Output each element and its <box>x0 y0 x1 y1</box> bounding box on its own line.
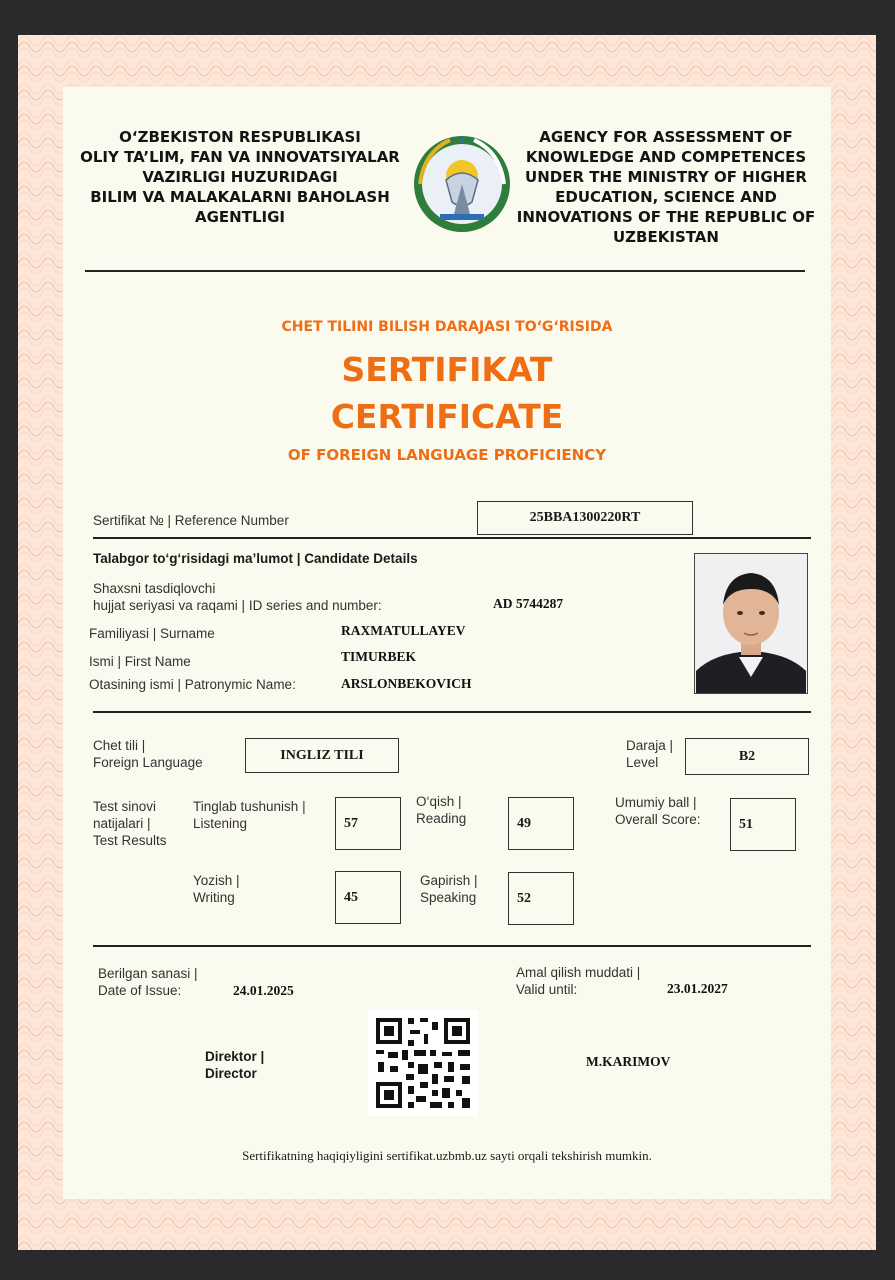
title-en: CERTIFICATE <box>330 397 564 436</box>
language-label: Chet tili | Foreign Language <box>93 738 203 770</box>
director-name: M.KARIMOV <box>586 1054 671 1069</box>
speaking-label: Gapirish | Speaking <box>420 873 478 905</box>
level-value: B2 <box>685 738 809 775</box>
reference-divider <box>93 537 811 539</box>
issue-date-value: 24.01.2025 <box>233 983 294 998</box>
subtitle-uz: CHET TILINI BILISH DARAJASI TO‘G‘RISIDA <box>281 319 613 335</box>
candidate-heading: Talabgor to‘g‘risidagi ma’lumot | Candidate Details <box>93 551 418 566</box>
subtitle-en: OF FOREIGN LANGUAGE PROFICIENCY <box>287 446 607 464</box>
valid-until-value: 23.01.2027 <box>667 981 728 996</box>
valid-until-label: Amal qilish muddati | Valid until: <box>516 965 641 997</box>
firstname-value: TIMURBEK <box>341 649 417 664</box>
candidate-photo <box>694 553 808 694</box>
results-divider <box>93 945 811 947</box>
qr-code-icon[interactable] <box>368 1010 478 1116</box>
candidate-divider <box>93 711 811 713</box>
writing-score: 45 <box>335 871 401 924</box>
id-value: AD 5744287 <box>493 596 564 611</box>
reference-label: Sertifikat № | Reference Number <box>93 513 289 528</box>
title-uz: SERTIFIKAT <box>341 350 553 389</box>
surname-value: RAXMATULLAYEV <box>341 623 466 638</box>
patronymic-label: Otasining ismi | Patronymic Name: <box>89 677 296 692</box>
language-value: INGLIZ TILI <box>245 738 399 773</box>
level-label: Daraja | Level <box>626 738 674 770</box>
issue-date-label: Berilgan sanasi | Date of Issue: <box>98 966 198 998</box>
overall-score: 51 <box>730 798 796 851</box>
certificate-sheet <box>18 35 876 1250</box>
reading-score: 49 <box>508 797 574 850</box>
agency-name-en: AGENCY FOR ASSESSMENT OF KNOWLEDGE AND COMPETENCES UNDER THE MINISTRY OF HIGHER EDUCATION, SCIENCE AND INNOVATIONS OF THE REPUBLIC OF UZBEKISTAN <box>516 128 816 246</box>
reference-number: 25BBA1300220RT <box>477 501 693 535</box>
writing-label: Yozish | Writing <box>193 873 240 905</box>
header-divider <box>85 270 805 272</box>
reading-label: O‘qish | Reading <box>416 794 467 826</box>
surname-label: Familiyasi | Surname <box>89 626 215 641</box>
overall-label: Umumiy ball | Overall Score: <box>615 795 701 827</box>
agency-name-uz: O‘ZBEKISTON RESPUBLIKASI OLIY TA’LIM, FAN VA INNOVATSIYALAR VAZIRLIGI HUZURIDAGI BILIM VA MALAKALARNI BAHOLASH AGENTLIGI <box>80 128 400 226</box>
verification-note: Sertifikatning haqiqiyligini sertifikat.uzbmb.uz sayti orqali tekshirish mumkin. <box>242 1148 652 1163</box>
listening-score: 57 <box>335 797 401 850</box>
state-emblem-icon <box>410 132 514 236</box>
speaking-score: 52 <box>508 872 574 925</box>
firstname-label: Ismi | First Name <box>89 654 191 669</box>
patronymic-value: ARSLONBEKOVICH <box>341 676 472 691</box>
results-label: Test sinovi natijalari | Test Results <box>93 799 167 848</box>
director-label: Direktor | Director <box>205 1049 265 1081</box>
id-label: Shaxsni tasdiqlovchi hujjat seriyasi va raqami | ID series and number: <box>93 581 382 613</box>
listening-label: Tinglab tushunish | Listening <box>193 799 306 831</box>
